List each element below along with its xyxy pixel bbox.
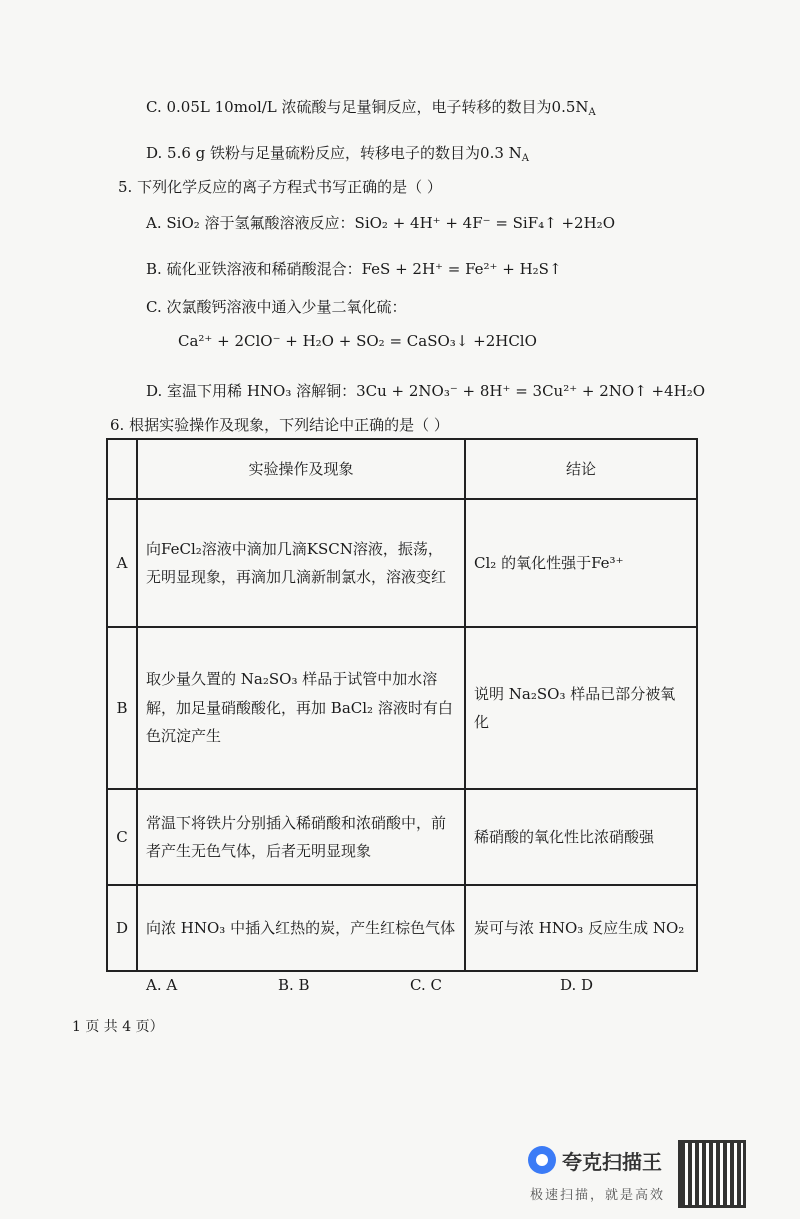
q5-option-d-text: 室温下用稀 HNO₃ 溶解铜：3Cu + 2NO₃⁻ + 8H⁺ = 3Cu²⁺ + 2NO↑ +4H₂O: [167, 382, 706, 400]
q4-option-d: [146, 142, 529, 164]
page-footer: 1 页 共 4 页）: [72, 1019, 164, 1035]
q5-option-d-label: D.: [146, 382, 163, 400]
q6-row-label: D: [107, 885, 137, 971]
q6-row-op: 向FeCl₂溶液中滴加几滴KSCN溶液，振荡，无明显现象，再滴加几滴新制氯水，溶液变红: [137, 499, 465, 627]
q6-table: [106, 438, 698, 972]
q6-row-label: B: [107, 627, 137, 789]
table-row: [107, 789, 697, 885]
q6-row-op: 取少量久置的 Na₂SO₃ 样品于试管中加水溶解，加足量硝酸酸化，再加 BaCl₂ 溶液时有白色沉淀产生: [137, 627, 465, 789]
q5-option-b-text: 硫化亚铁溶液和稀硝酸混合：FeS + 2H⁺ = Fe²⁺ + H₂S↑: [166, 260, 562, 278]
q6-choice-c: C. C: [410, 976, 442, 994]
q6-row-conclusion: 炭可与浓 HNO₃ 反应生成 NO₂: [465, 885, 697, 971]
q5-option-c-text: 次氯酸钙溶液中通入少量二氧化硫：: [166, 298, 407, 316]
q6-choice-b: B. B: [278, 976, 310, 994]
q5-stem: 5. 下列化学反应的离子方程式书写正确的是（ ）: [118, 178, 442, 196]
q4-option-c-text: C. 0.05L 10mol/L 浓硫酸与足量铜反应，电子转移的数目为0.5N: [146, 98, 589, 116]
q4-option-d-text: D. 5.6 g 铁粉与足量硫粉反应，转移电子的数目为0.3 N: [146, 144, 522, 162]
scanner-watermark: [528, 1140, 748, 1205]
qr-code-icon: [678, 1140, 746, 1208]
q4-option-d-sub: A: [521, 153, 530, 164]
q6-header-conclusion: 结论: [465, 439, 697, 499]
table-row: [107, 627, 697, 789]
q6-header-blank: [107, 439, 137, 499]
q5-option-a-label: A.: [146, 214, 162, 232]
q5-option-a-text: SiO₂ 溶于氢氟酸溶液反应：SiO₂ + 4H⁺ + 4F⁻ = SiF₄↑ +2H₂O: [166, 214, 615, 232]
q6-row-label: C: [107, 789, 137, 885]
q5-option-b: [146, 258, 562, 279]
q4-option-c: [146, 96, 596, 118]
q6-row-op: 常温下将铁片分别插入稀硝酸和浓硝酸中，前者产生无色气体，后者无明显现象: [137, 789, 465, 885]
q6-row-op: 向浓 HNO₃ 中插入红热的炭，产生红棕色气体: [137, 885, 465, 971]
q4-option-c-sub: A: [588, 107, 596, 118]
q6-row-conclusion: 说明 Na₂SO₃ 样品已部分被氧化: [465, 627, 697, 789]
q6-row-conclusion: Cl₂ 的氧化性强于Fe³⁺: [465, 499, 697, 627]
q6-choice-d: D. D: [560, 976, 594, 994]
watermark-name: 夸克扫描王: [562, 1150, 662, 1174]
table-row: [107, 885, 697, 971]
q5-option-b-label: B.: [146, 260, 162, 278]
quark-logo-icon: [528, 1146, 556, 1174]
q5-option-a: [146, 212, 615, 233]
q5-option-c-label: C.: [146, 298, 162, 316]
q6-row-conclusion: 稀硝酸的氧化性比浓硝酸强: [465, 789, 697, 885]
q6-stem: 6. 根据实验操作及现象，下列结论中正确的是（ ）: [110, 416, 449, 434]
q5-option-c: [146, 296, 407, 317]
table-row: [107, 499, 697, 627]
q5-option-d: [146, 380, 705, 401]
q6-header-op: 实验操作及现象: [137, 439, 465, 499]
q6-choice-a: A. A: [146, 976, 178, 994]
q6-row-label: A: [107, 499, 137, 627]
q5-option-c-equation: Ca²⁺ + 2ClO⁻ + H₂O + SO₂ = CaSO₃↓ +2HClO: [178, 332, 537, 350]
q6-table-header-row: [107, 439, 697, 499]
watermark-slogan: 极速扫描，就是高效: [530, 1188, 666, 1203]
